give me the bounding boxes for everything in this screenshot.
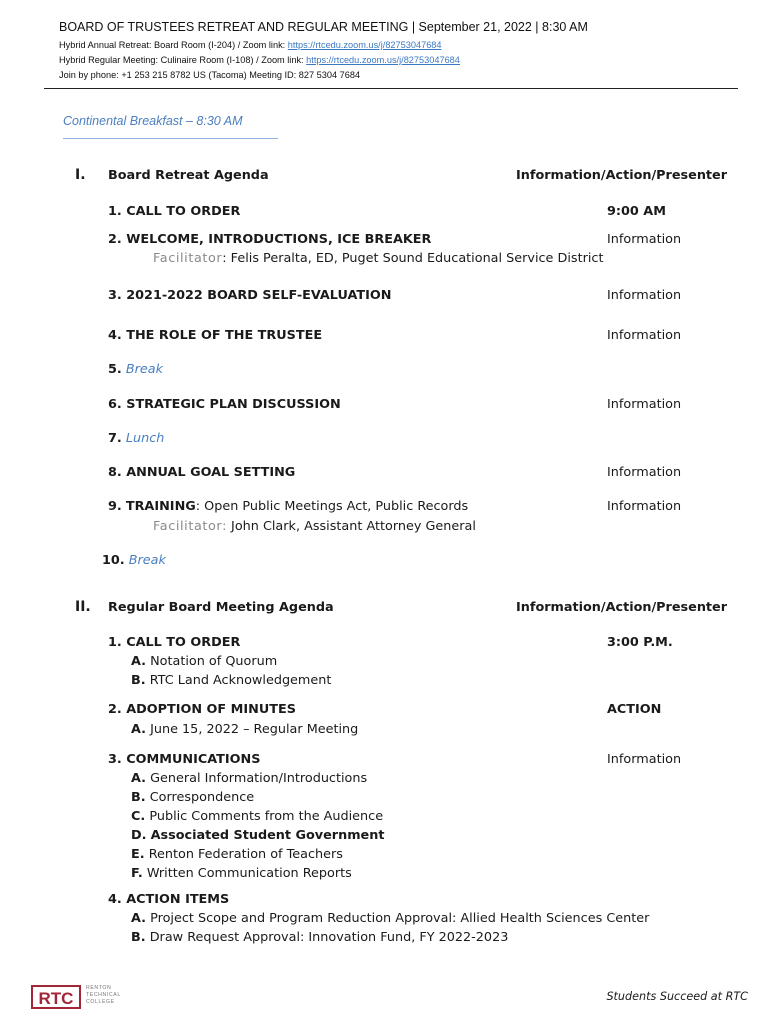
- agenda-item: [108, 397, 341, 412]
- sub-item: [131, 722, 358, 737]
- breakfast-divider: [63, 138, 278, 139]
- logo-line: TECHNICAL: [86, 991, 121, 998]
- agenda-item: [108, 288, 392, 303]
- sub-letter: B.: [131, 790, 146, 805]
- item-status: ACTION: [607, 702, 662, 717]
- sub-letter: A.: [131, 722, 147, 737]
- item-number: 4.: [108, 892, 122, 907]
- agenda-item: [108, 499, 468, 514]
- sub-letter: A.: [131, 771, 147, 786]
- facilitator-name: John Clark, Assistant Attorney General: [226, 519, 476, 534]
- agenda-item: [108, 431, 164, 446]
- item-status: Information: [607, 752, 682, 767]
- rtc-logo-mark: RTC: [31, 985, 81, 1009]
- item-status: Information: [607, 397, 682, 412]
- item-number: 2.: [108, 232, 122, 247]
- section-title: Board Retreat Agenda: [108, 168, 269, 183]
- facilitator-label: Facilitator:: [153, 519, 227, 534]
- sub-item: [131, 911, 649, 926]
- item-status: 3:00 P.M.: [607, 635, 673, 650]
- item-text: Break: [125, 362, 164, 377]
- regular-location: Hybrid Regular Meeting: Culinaire Room (I-108): [59, 55, 254, 65]
- sub-text: Correspondence: [149, 790, 255, 805]
- sub-text: General Information/Introductions: [150, 771, 368, 786]
- phone-line: Join by phone: +1 253 215 8782 US (Tacoma) Meeting ID: 827 5304 7684: [59, 70, 361, 80]
- item-number: 3.: [108, 752, 122, 767]
- sub-item: [131, 771, 367, 786]
- agenda-item: [108, 362, 163, 377]
- agenda-item: [108, 328, 322, 343]
- regular-zoom-link[interactable]: https://rtcedu.zoom.us/j/82753047684: [306, 55, 460, 65]
- item-number: 2.: [108, 702, 122, 717]
- sub-item: [131, 866, 352, 881]
- sub-text: Draw Request Approval: Innovation Fund, FY 2022-2023: [149, 930, 509, 945]
- item-text: ACTION ITEMS: [126, 892, 230, 907]
- sub-item: [131, 930, 508, 945]
- agenda-item: [108, 702, 296, 717]
- sub-text: Notation of Quorum: [150, 654, 278, 669]
- footer-tagline: Students Succeed at RTC: [606, 990, 748, 1003]
- sub-letter: D.: [131, 828, 147, 843]
- item-text: STRATEGIC PLAN DISCUSSION: [126, 397, 341, 412]
- meeting-title: BOARD OF TRUSTEES RETREAT AND REGULAR MEETING | September 21, 2022 | 8:30 AM: [59, 20, 588, 34]
- facilitator-line: [153, 519, 476, 534]
- item-status: Information: [607, 465, 682, 480]
- retreat-zoom-link[interactable]: https://rtcedu.zoom.us/j/82753047684: [287, 40, 442, 50]
- sub-letter: A.: [131, 911, 147, 926]
- agenda-item: [108, 232, 431, 247]
- regular-location-line: [59, 55, 460, 65]
- sub-letter: B.: [131, 673, 146, 688]
- item-text: Break: [128, 553, 166, 568]
- rtc-logo-wordmark: [86, 985, 121, 1005]
- item-status: Information: [607, 288, 682, 303]
- sub-text: Renton Federation of Teachers: [148, 847, 343, 862]
- facilitator-label: Facilitator: [153, 251, 223, 266]
- sub-text: RTC Land Acknowledgement: [149, 673, 332, 688]
- item-text: TRAINING: [125, 499, 196, 514]
- facilitator-line: [153, 251, 603, 266]
- sub-letter: C.: [131, 809, 146, 824]
- column-header: Information/Action/Presenter: [516, 168, 728, 183]
- item-number: 1.: [108, 204, 122, 219]
- item-number: 7.: [108, 431, 122, 446]
- sub-item: [131, 809, 383, 824]
- agenda-item: [102, 553, 166, 568]
- item-text: COMMUNICATIONS: [126, 752, 261, 767]
- item-text: CALL TO ORDER: [126, 204, 241, 219]
- item-text: Lunch: [125, 431, 165, 446]
- section-title: Regular Board Meeting Agenda: [108, 600, 334, 615]
- item-number: 3.: [108, 288, 122, 303]
- sub-item: [131, 673, 331, 688]
- sub-text: Project Scope and Program Reduction Approval: Allied Health Sciences Center: [150, 911, 650, 926]
- item-number: 9.: [108, 499, 122, 514]
- sub-item: [131, 790, 254, 805]
- section-numeral: I.: [75, 167, 86, 183]
- sub-item: [131, 847, 343, 862]
- item-status: Information: [607, 232, 682, 247]
- breakfast-label: Continental Breakfast: [63, 114, 183, 128]
- sub-text: Associated Student Government: [150, 828, 385, 843]
- facilitator-name: : Felis Peralta, ED, Puget Sound Educational Service District: [222, 251, 604, 266]
- zoom-label: / Zoom link:: [253, 55, 307, 65]
- sub-letter: A.: [131, 654, 147, 669]
- item-text: 2021-2022 BOARD SELF-EVALUATION: [126, 288, 392, 303]
- breakfast-line: [63, 114, 243, 128]
- retreat-location-line: [59, 40, 442, 50]
- item-number: 5.: [108, 362, 122, 377]
- item-text-detail: : Open Public Meetings Act, Public Records: [195, 499, 469, 514]
- section-numeral: II.: [75, 599, 91, 615]
- agenda-item: [108, 465, 295, 480]
- item-text: CALL TO ORDER: [126, 635, 241, 650]
- sub-letter: B.: [131, 930, 146, 945]
- item-number: 4.: [108, 328, 122, 343]
- logo-line: RENTON: [86, 985, 112, 991]
- sub-item: [131, 654, 277, 669]
- item-number: 10.: [102, 553, 125, 568]
- sub-item: [131, 828, 384, 843]
- breakfast-time: – 8:30 AM: [182, 114, 243, 128]
- item-status: Information: [607, 499, 682, 514]
- sub-text: Written Communication Reports: [146, 866, 352, 881]
- agenda-item: [108, 635, 240, 650]
- item-number: 8.: [108, 465, 122, 480]
- item-number: 1.: [108, 635, 122, 650]
- zoom-label: / Zoom link:: [235, 40, 288, 50]
- item-status: Information: [607, 328, 682, 343]
- column-header: Information/Action/Presenter: [516, 600, 728, 615]
- sub-text: June 15, 2022 – Regular Meeting: [150, 722, 359, 737]
- item-status: 9:00 AM: [607, 204, 666, 219]
- agenda-item: [108, 892, 229, 907]
- item-text: WELCOME, INTRODUCTIONS, ICE BREAKER: [126, 232, 432, 247]
- item-number: 6.: [108, 397, 122, 412]
- logo-line: COLLEGE: [86, 998, 115, 1005]
- item-text: ADOPTION OF MINUTES: [126, 702, 296, 717]
- sub-letter: F.: [131, 866, 143, 881]
- agenda-item: [108, 752, 260, 767]
- item-text: ANNUAL GOAL SETTING: [126, 465, 296, 480]
- agenda-item: [108, 204, 240, 219]
- retreat-location: Hybrid Annual Retreat: Board Room (I-204): [59, 40, 236, 50]
- header-divider: [44, 88, 738, 89]
- sub-text: Public Comments from the Audience: [149, 809, 384, 824]
- sub-letter: E.: [131, 847, 145, 862]
- item-text: THE ROLE OF THE TRUSTEE: [126, 328, 323, 343]
